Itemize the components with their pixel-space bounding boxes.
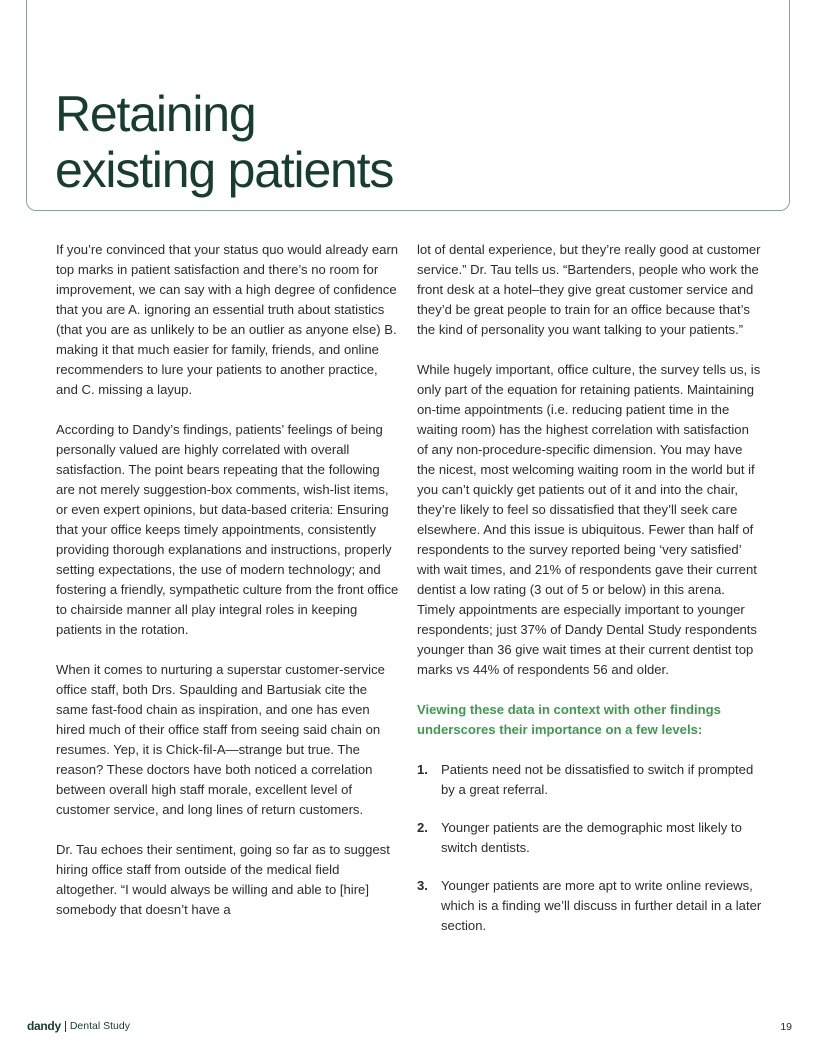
- page-title: [55, 86, 393, 198]
- list-number: 1.: [417, 762, 428, 777]
- page-title-line-2: existing patients: [55, 142, 394, 198]
- list-number: 3.: [417, 878, 428, 893]
- paragraph: lot of dental experience, but they’re really good at customer service.” Dr. Tau tells us. “Bartenders, people who work the front desk at a hotel–they give great customer service and they’d be great people to train for an office because that’s the kind of personality you want talking to your patients.”: [417, 242, 761, 337]
- list-text: Younger patients are the demographic most likely to switch dentists.: [441, 820, 742, 855]
- divider: [65, 1021, 66, 1032]
- paragraph: If you’re convinced that your status quo would already earn top marks in patient satisfaction and there’s no room for improvement, we can say with a high degree of confidence that you are A. ignoring an essential truth about statistics (that you are as unlikely to be an outlier as anyone else) B. making it that much easier for family, friends, and online recommenders to lure your patients to another practice, and C. missing a layup.: [56, 242, 399, 397]
- paragraph: When it comes to nurturing a superstar customer-service office staff, both Drs. Spaulding and Bartusiak cite the same fast-food chain as inspiration, and one has even hired much of their office staff from seeing said chain on resumes. Yep, it is Chick-fil-A—strange but true. The reason? These doctors have both noticed a correlation between overall high staff morale, excellent level of customer service, and long lines of return customers.: [56, 662, 385, 817]
- footer-logo: [27, 1019, 130, 1033]
- brand-logo: dandy: [27, 1019, 61, 1033]
- list-number: 2.: [417, 820, 428, 835]
- list-item: [417, 818, 762, 858]
- brand-subtitle: Dental Study: [69, 1020, 130, 1032]
- paragraph: According to Dandy’s findings, patients’ feelings of being personally valued are highly correlated with overall satisfaction. The point bears repeating that the following are not merely suggestion-box comments, wish-list items, or even expert opinions, but data-based criteria: Ensuring that your office keeps timely appointments, consistently providing thorough explanations and instructions, properly setting expectations, the use of modern technology; and fostering a friendly, sympathetic culture from the front office to chairside manner all play integral roles in keeping patients in the rotation.: [56, 422, 399, 637]
- paragraph: Dr. Tau echoes their sentiment, going so far as to suggest hiring office staff from outside of the medical field altogether. “I would always be willing and able to [hire] somebody that doesn’t have a: [56, 842, 390, 917]
- paragraph: While hugely important, office culture, the survey tells us, is only part of the equation for retaining patients. Maintaining on-time appointments (i.e. reducing patient time in the waiting room) has the highest correlation with satisfaction of any non-procedure-specific dimension. You may have the nicest, most welcoming waiting room in the world but if you can’t quickly get patients out of it and into the chair, they’re likely to feel so dissatisfied that they’ll seek care elsewhere. And this issue is ubiquitous. Fewer than half of respondents to the survey reported being ‘very satisfied’ with wait times, and 21% of respondents gave their current dentist a low rating (3 out of 5 or below) in this arena. Timely appointments are especially important to younger respondents; just 37% of Dandy Dental Study respondents younger than 36 give wait times at their current dentist top marks vs 44% of respondents 56 and older.: [417, 362, 761, 677]
- page-number: 19: [780, 1021, 792, 1033]
- list-text: Patients need not be dissatisfied to switch if prompted by a great referral.: [441, 762, 754, 797]
- right-column: [417, 240, 762, 954]
- list-item: [417, 760, 762, 800]
- left-column: [56, 240, 401, 940]
- findings-list: [417, 760, 762, 936]
- list-text: Younger patients are more apt to write online reviews, which is a finding we’ll discuss in further detail in a later section.: [441, 878, 762, 933]
- page-title-line-1: Retaining: [55, 86, 256, 142]
- highlight-heading: Viewing these data in context with other findings underscores their importance on a few levels:: [417, 702, 721, 737]
- list-item: [417, 876, 762, 936]
